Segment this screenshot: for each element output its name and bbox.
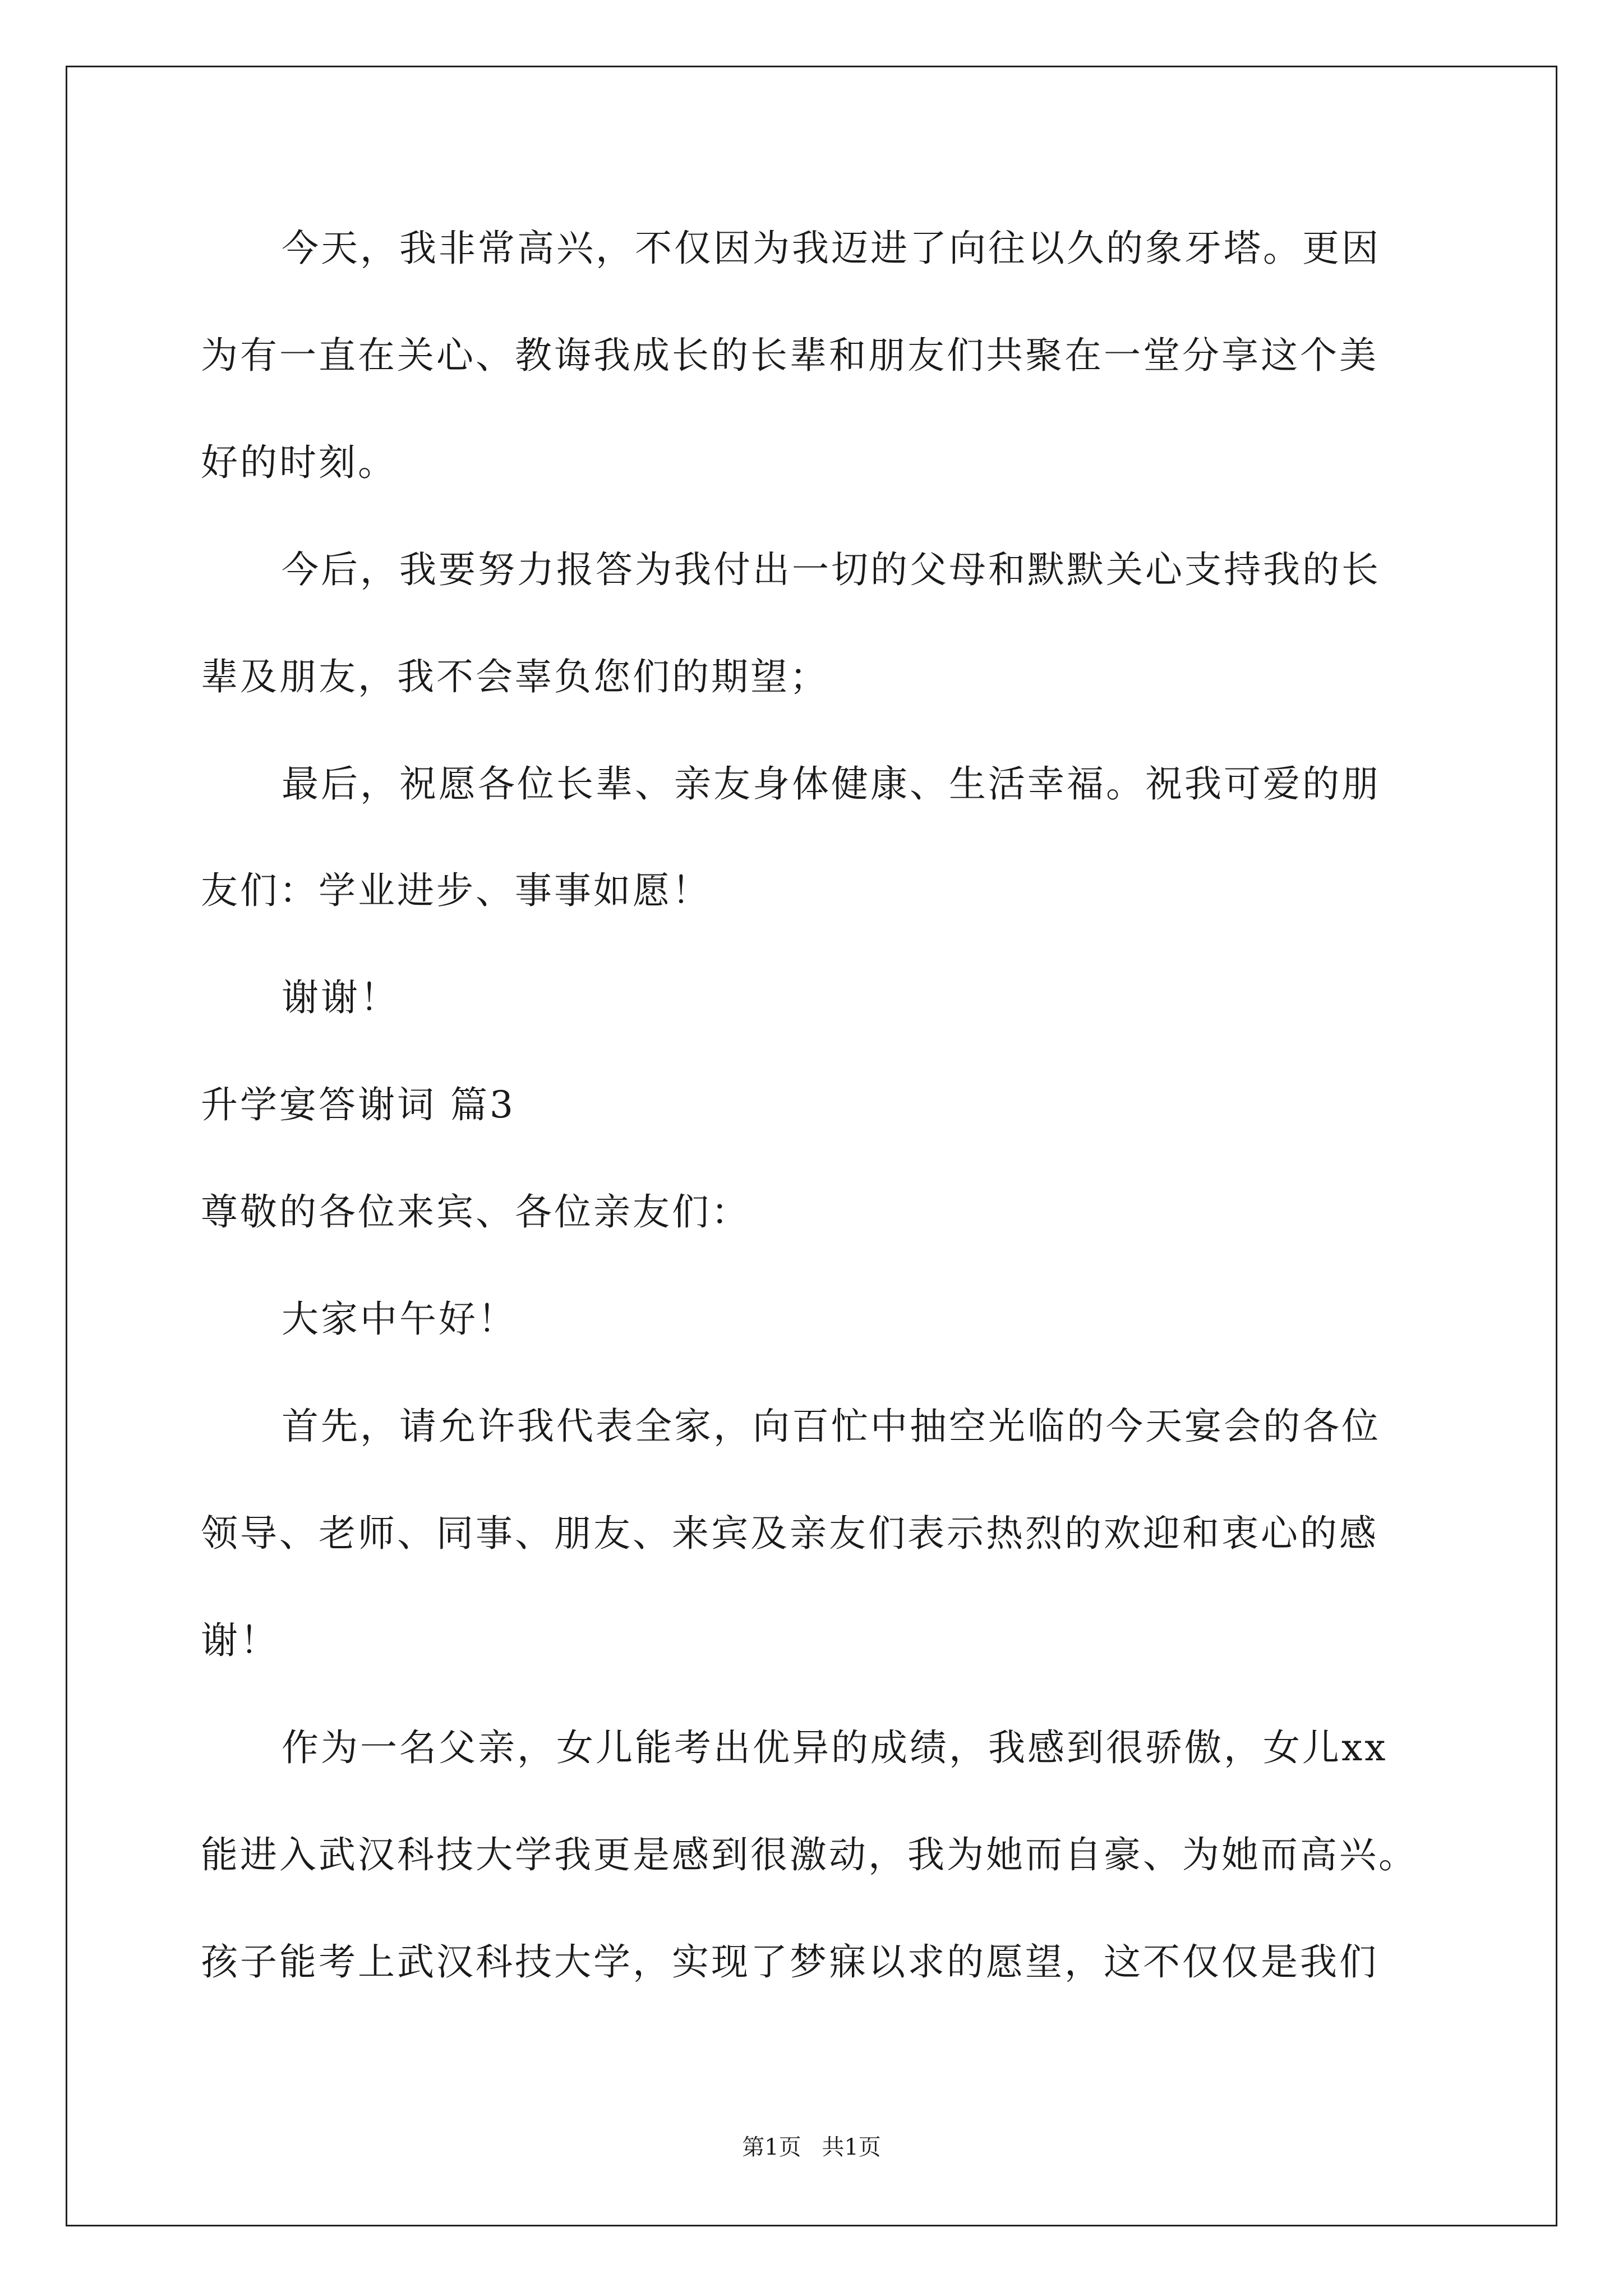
paragraph-line: 今天，我非常高兴，不仅因为我迈进了向往以久的象牙塔。更因 [282,227,1381,270]
paragraph-line: 为有一直在关心、教诲我成长的长辈和朋友们共聚在一堂分享这个美 [201,334,1378,377]
paragraph-line: 大家中午好！ [282,1297,517,1341]
paragraph-line: 首先，请允许我代表全家，向百忙中抽空光临的今天宴会的各位 [282,1405,1381,1448]
page-number: 第1页 [742,2134,801,2160]
paragraph-line: 今后，我要努力报答为我付出一切的父母和默默关心支持我的长 [282,548,1381,591]
paragraph-line: 能进入武汉科技大学我更是感到很激动，我为她而自豪、为她而高兴。 [201,1833,1418,1876]
section-heading: 升学宴答谢词 篇3 [201,1083,515,1126]
paragraph-line: 谢谢！ [282,976,399,1019]
paragraph-line: 谢！ [201,1619,279,1662]
paragraph-line: 好的时刻。 [201,441,397,484]
paragraph-line: 孩子能考上武汉科技大学，实现了梦寐以求的愿望，这不仅仅是我们 [201,1940,1378,1984]
paragraph-line: 最后，祝愿各位长辈、亲友身体健康、生活幸福。祝我可爱的朋 [282,762,1381,806]
page-total: 共1页 [822,2134,881,2160]
paragraph-line: 领导、老师、同事、朋友、来宾及亲友们表示热烈的欢迎和衷心的感 [201,1512,1378,1555]
page-footer [0,2133,1623,2161]
paragraph-line: 友们：学业进步、事事如愿！ [201,869,711,912]
page-frame [66,66,1557,2226]
paragraph-line: 作为一名父亲，女儿能考出优异的成绩，我感到很骄傲，女儿xx [282,1726,1388,1769]
paragraph-line: 辈及朋友，我不会辜负您们的期望； [201,655,829,698]
salutation: 尊敬的各位来宾、各位亲友们： [201,1190,750,1234]
